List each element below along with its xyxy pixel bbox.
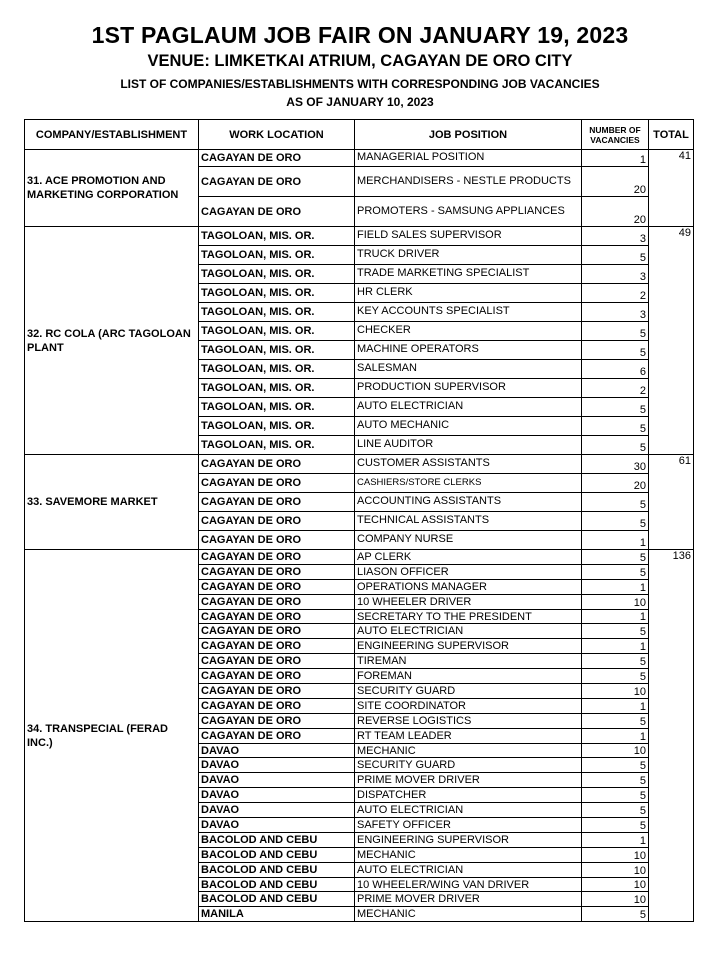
vacancy-count: 5: [582, 788, 649, 803]
work-location: TAGOLOAN, MIS. OR.: [199, 436, 355, 455]
work-location: TAGOLOAN, MIS. OR.: [199, 398, 355, 417]
work-location: BACOLOD AND CEBU: [199, 862, 355, 877]
work-location: TAGOLOAN, MIS. OR.: [199, 417, 355, 436]
column-header-company: COMPANY/ESTABLISHMENT: [25, 120, 199, 150]
vacancy-count: 1: [582, 609, 649, 624]
job-position: ENGINEERING SUPERVISOR: [355, 832, 582, 847]
work-location: DAVAO: [199, 758, 355, 773]
work-location: BACOLOD AND CEBU: [199, 892, 355, 907]
job-position: AUTO ELECTRICIAN: [355, 624, 582, 639]
vacancy-count: 5: [582, 417, 649, 436]
job-position: AP CLERK: [355, 550, 582, 565]
job-position: CASHIERS/STORE CLERKS: [355, 474, 582, 493]
job-position: AUTO ELECTRICIAN: [355, 803, 582, 818]
work-location: CAGAYAN DE ORO: [199, 639, 355, 654]
vacancy-count: 1: [582, 698, 649, 713]
vacancy-count: 3: [582, 303, 649, 322]
vacancy-count: 10: [582, 862, 649, 877]
job-position: MANAGERIAL POSITION: [355, 150, 582, 167]
column-header-total: TOTAL: [649, 120, 694, 150]
vacancy-count: 5: [582, 493, 649, 512]
job-position: CUSTOMER ASSISTANTS: [355, 455, 582, 474]
vacancy-count: 10: [582, 594, 649, 609]
vacancy-count: 10: [582, 684, 649, 699]
job-position: REVERSE LOGISTICS: [355, 713, 582, 728]
job-position: KEY ACCOUNTS SPECIALIST: [355, 303, 582, 322]
work-location: TAGOLOAN, MIS. OR.: [199, 360, 355, 379]
work-location: BACOLOD AND CEBU: [199, 877, 355, 892]
work-location: TAGOLOAN, MIS. OR.: [199, 284, 355, 303]
vacancy-count: 1: [582, 579, 649, 594]
job-position: TECHNICAL ASSISTANTS: [355, 512, 582, 531]
work-location: DAVAO: [199, 818, 355, 833]
vacancy-count: 2: [582, 284, 649, 303]
job-position: PRIME MOVER DRIVER: [355, 892, 582, 907]
vacancy-count: 10: [582, 892, 649, 907]
job-position: ACCOUNTING ASSISTANTS: [355, 493, 582, 512]
work-location: TAGOLOAN, MIS. OR.: [199, 379, 355, 398]
work-location: CAGAYAN DE ORO: [199, 728, 355, 743]
vacancy-count: 30: [582, 455, 649, 474]
vacancy-count: 5: [582, 564, 649, 579]
company-name: 34. TRANSPECIAL (FERAD INC.): [25, 550, 199, 922]
job-position: FIELD SALES SUPERVISOR: [355, 227, 582, 246]
job-position: 10 WHEELER/WING VAN DRIVER: [355, 877, 582, 892]
vacancy-count: 5: [582, 550, 649, 565]
work-location: CAGAYAN DE ORO: [199, 512, 355, 531]
work-location: DAVAO: [199, 803, 355, 818]
work-location: CAGAYAN DE ORO: [199, 455, 355, 474]
vacancy-count: 5: [582, 654, 649, 669]
job-position: OPERATIONS MANAGER: [355, 579, 582, 594]
column-header-position: JOB POSITION: [355, 120, 582, 150]
vacancy-count: 6: [582, 360, 649, 379]
job-position: CHECKER: [355, 322, 582, 341]
job-position: TIREMAN: [355, 654, 582, 669]
work-location: TAGOLOAN, MIS. OR.: [199, 246, 355, 265]
work-location: CAGAYAN DE ORO: [199, 531, 355, 550]
job-position: SECURITY GUARD: [355, 684, 582, 699]
job-position: AUTO ELECTRICIAN: [355, 398, 582, 417]
vacancy-count: 5: [582, 512, 649, 531]
vacancy-count: 5: [582, 907, 649, 922]
table-header-row: [25, 120, 694, 150]
job-position: ENGINEERING SUPERVISOR: [355, 639, 582, 654]
vacancy-count: 2: [582, 379, 649, 398]
vacancy-count: 1: [582, 728, 649, 743]
job-position: PRODUCTION SUPERVISOR: [355, 379, 582, 398]
job-position: AUTO ELECTRICIAN: [355, 862, 582, 877]
job-position: AUTO MECHANIC: [355, 417, 582, 436]
company-name: 33. SAVEMORE MARKET: [25, 455, 199, 550]
job-position: HR CLERK: [355, 284, 582, 303]
work-location: CAGAYAN DE ORO: [199, 713, 355, 728]
work-location: TAGOLOAN, MIS. OR.: [199, 322, 355, 341]
work-location: CAGAYAN DE ORO: [199, 150, 355, 167]
job-position: MECHANIC: [355, 847, 582, 862]
work-location: DAVAO: [199, 773, 355, 788]
column-header-vacancies: NUMBER OF VACANCIES: [582, 120, 649, 150]
table-row: [25, 550, 694, 565]
job-position: SALESMAN: [355, 360, 582, 379]
job-position: 10 WHEELER DRIVER: [355, 594, 582, 609]
table-row: [25, 227, 694, 246]
work-location: CAGAYAN DE ORO: [199, 493, 355, 512]
work-location: CAGAYAN DE ORO: [199, 579, 355, 594]
list-subtitle: LIST OF COMPANIES/ESTABLISHMENTS WITH CORRESPONDING JOB VACANCIES: [120, 77, 600, 91]
job-position: LIASON OFFICER: [355, 564, 582, 579]
vacancy-count: 1: [582, 531, 649, 550]
work-location: TAGOLOAN, MIS. OR.: [199, 265, 355, 284]
work-location: CAGAYAN DE ORO: [199, 624, 355, 639]
job-position: SAFETY OFFICER: [355, 818, 582, 833]
job-position: SECRETARY TO THE PRESIDENT: [355, 609, 582, 624]
vacancy-count: 5: [582, 624, 649, 639]
job-position: MACHINE OPERATORS: [355, 341, 582, 360]
job-position: RT TEAM LEADER: [355, 728, 582, 743]
work-location: CAGAYAN DE ORO: [199, 669, 355, 684]
job-position: MECHANIC: [355, 907, 582, 922]
job-position: MECHANIC: [355, 743, 582, 758]
work-location: CAGAYAN DE ORO: [199, 167, 355, 197]
vacancy-count: 5: [582, 669, 649, 684]
work-location: BACOLOD AND CEBU: [199, 832, 355, 847]
as-of-date: AS OF JANUARY 10, 2023: [286, 95, 434, 109]
job-vacancies-table: [24, 119, 694, 922]
company-total: 61: [649, 455, 694, 550]
venue-line: VENUE: LIMKETKAI ATRIUM, CAGAYAN DE ORO CITY: [147, 52, 573, 70]
vacancy-count: 1: [582, 832, 649, 847]
work-location: TAGOLOAN, MIS. OR.: [199, 303, 355, 322]
vacancy-count: 10: [582, 847, 649, 862]
vacancy-count: 1: [582, 639, 649, 654]
job-position: TRUCK DRIVER: [355, 246, 582, 265]
work-location: CAGAYAN DE ORO: [199, 654, 355, 669]
vacancy-count: 1: [582, 150, 649, 167]
vacancy-count: 10: [582, 743, 649, 758]
work-location: CAGAYAN DE ORO: [199, 474, 355, 493]
work-location: CAGAYAN DE ORO: [199, 594, 355, 609]
job-position: LINE AUDITOR: [355, 436, 582, 455]
table-row: [25, 455, 694, 474]
vacancy-count: 3: [582, 265, 649, 284]
work-location: CAGAYAN DE ORO: [199, 564, 355, 579]
work-location: BACOLOD AND CEBU: [199, 847, 355, 862]
table-body: [25, 150, 694, 922]
job-position: DISPATCHER: [355, 788, 582, 803]
job-position: PROMOTERS - SAMSUNG APPLIANCES: [355, 197, 582, 227]
work-location: CAGAYAN DE ORO: [199, 684, 355, 699]
vacancy-count: 10: [582, 877, 649, 892]
table-row: [25, 150, 694, 167]
company-total: 41: [649, 150, 694, 227]
vacancy-count: 5: [582, 341, 649, 360]
company-total: 49: [649, 227, 694, 455]
work-location: CAGAYAN DE ORO: [199, 698, 355, 713]
company-total: 136: [649, 550, 694, 922]
company-name: 32. RC COLA (ARC TAGOLOAN PLANT: [25, 227, 199, 455]
company-name: 31. ACE PROMOTION AND MARKETING CORPORATION: [25, 150, 199, 227]
vacancy-count: 5: [582, 246, 649, 265]
vacancy-count: 5: [582, 803, 649, 818]
work-location: CAGAYAN DE ORO: [199, 197, 355, 227]
document-title: 1ST PAGLAUM JOB FAIR ON JANUARY 19, 2023: [91, 22, 629, 48]
job-position: COMPANY NURSE: [355, 531, 582, 550]
vacancy-count: 5: [582, 398, 649, 417]
job-position: PRIME MOVER DRIVER: [355, 773, 582, 788]
vacancy-count: 5: [582, 758, 649, 773]
job-position: MERCHANDISERS - NESTLE PRODUCTS: [355, 167, 582, 197]
work-location: TAGOLOAN, MIS. OR.: [199, 341, 355, 360]
vacancy-count: 20: [582, 167, 649, 197]
work-location: CAGAYAN DE ORO: [199, 550, 355, 565]
vacancy-count: 5: [582, 322, 649, 341]
vacancy-count: 5: [582, 818, 649, 833]
job-position: SECURITY GUARD: [355, 758, 582, 773]
vacancy-count: 20: [582, 474, 649, 493]
job-position: FOREMAN: [355, 669, 582, 684]
work-location: CAGAYAN DE ORO: [199, 609, 355, 624]
job-position: SITE COORDINATOR: [355, 698, 582, 713]
work-location: DAVAO: [199, 743, 355, 758]
column-header-location: WORK LOCATION: [199, 120, 355, 150]
job-position: TRADE MARKETING SPECIALIST: [355, 265, 582, 284]
work-location: MANILA: [199, 907, 355, 922]
vacancy-count: 5: [582, 773, 649, 788]
vacancy-count: 5: [582, 436, 649, 455]
vacancy-count: 3: [582, 227, 649, 246]
work-location: DAVAO: [199, 788, 355, 803]
work-location: TAGOLOAN, MIS. OR.: [199, 227, 355, 246]
vacancy-count: 20: [582, 197, 649, 227]
vacancy-count: 5: [582, 713, 649, 728]
